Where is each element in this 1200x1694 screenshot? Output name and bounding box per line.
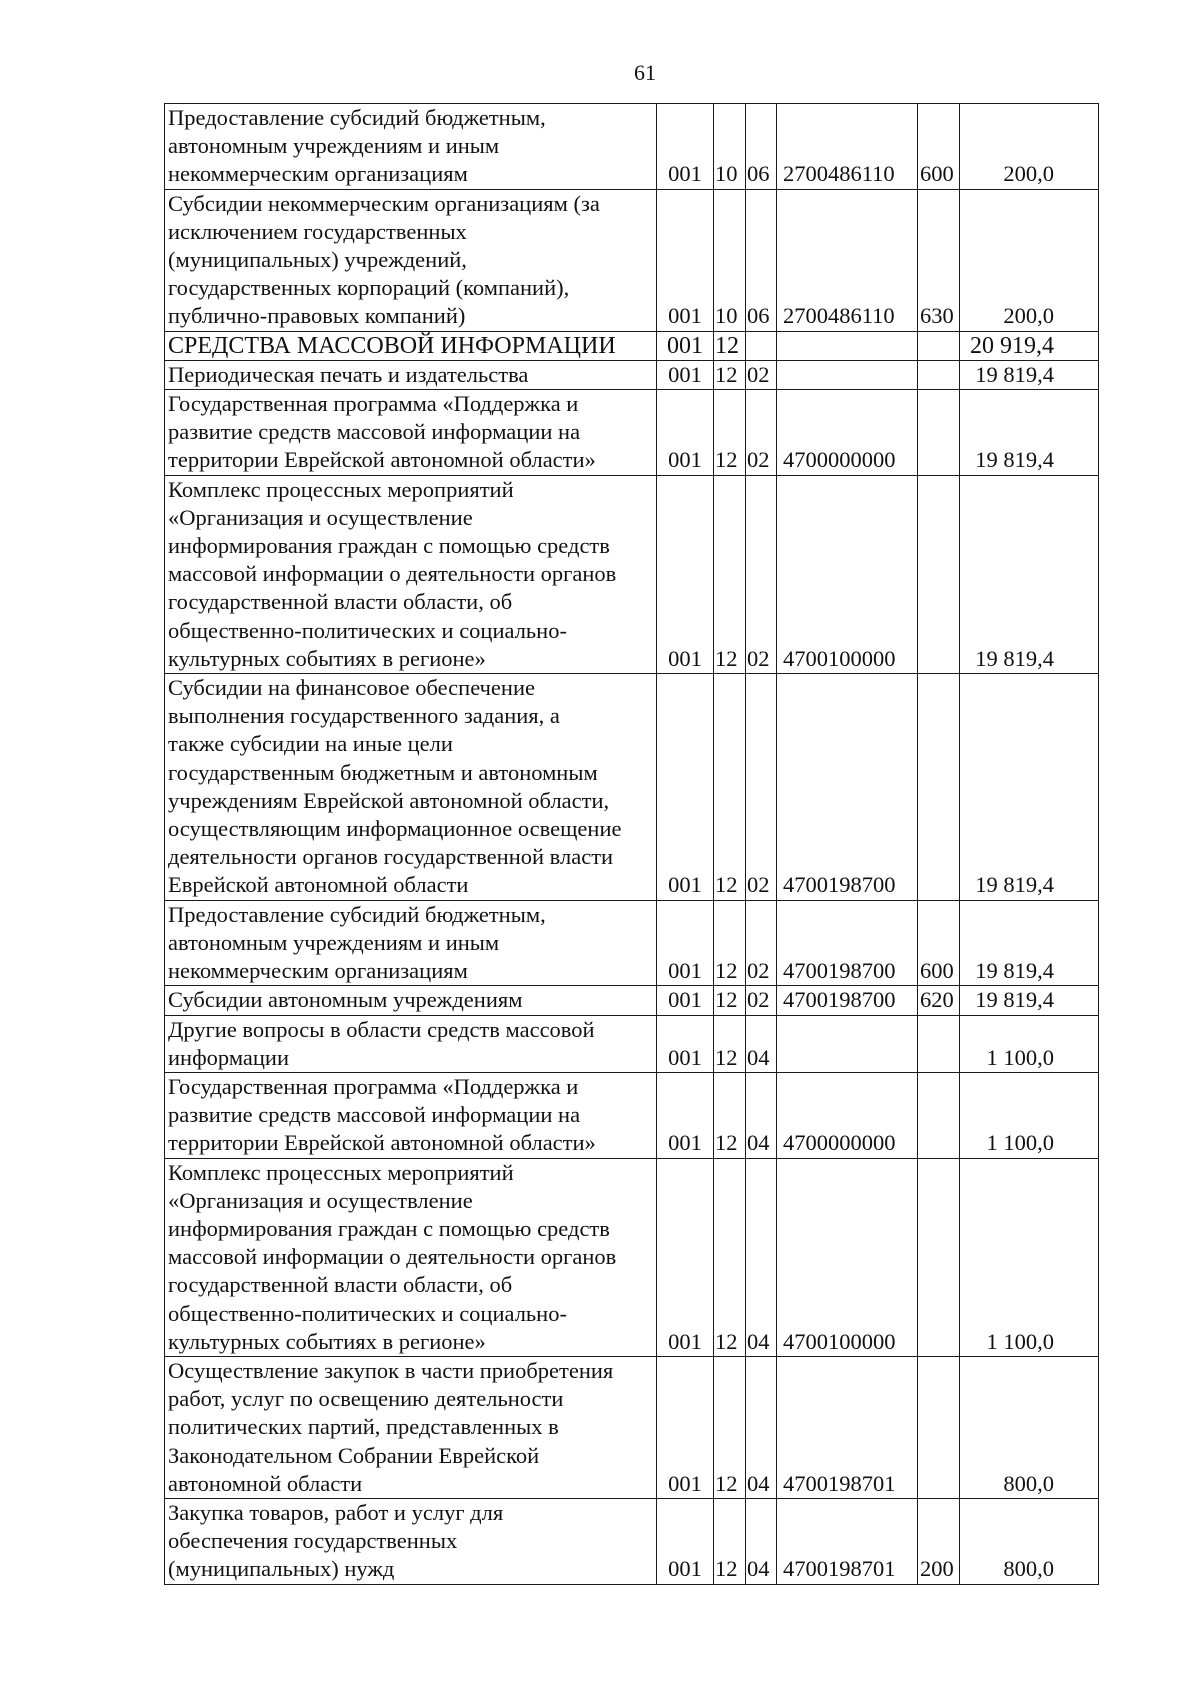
table-row [165,390,1099,476]
target-article-code: 4700000000 [777,390,918,476]
amount: 19 819,4 [960,390,1099,476]
section-code: 12 [714,674,746,901]
grbs-code: 001 [657,1158,714,1356]
subsection-code: 04 [746,1015,777,1072]
page-number: 61 [634,60,656,85]
table-row [165,900,1099,986]
expense-type-code: 600 [918,900,960,986]
target-article-code [777,360,918,389]
grbs-code: 001 [657,104,714,190]
section-code: 12 [714,1072,746,1158]
amount: 800,0 [960,1498,1099,1584]
row-name: Предоставление субсидий бюджетным, автономным учреждениям и иным некоммерческим организациям [165,104,657,190]
table-row [165,104,1099,190]
row-name: Комплекс процессных мероприятий «Организация и осуществление информирования граждан с помощью средств массовой информации о деятельности органов государственной власти области, об общественно-политических и социально- культурных событиях в регионе» [165,475,657,673]
section-code: 12 [714,1356,746,1498]
subsection-code: 04 [746,1498,777,1584]
section-code: 12 [714,1158,746,1356]
subsection-code: 04 [746,1356,777,1498]
section-code: 12 [714,360,746,389]
expense-type-code [918,360,960,389]
expense-type-code: 620 [918,986,960,1015]
expense-type-code [918,331,960,360]
table-row [165,1356,1099,1498]
amount: 1 100,0 [960,1072,1099,1158]
target-article-code: 4700198701 [777,1356,918,1498]
grbs-code: 001 [657,1356,714,1498]
target-article-code: 2700486110 [777,104,918,190]
table-body [165,104,1099,1585]
amount: 19 819,4 [960,900,1099,986]
subsection-code: 04 [746,1158,777,1356]
amount: 20 919,4 [960,331,1099,360]
amount: 800,0 [960,1356,1099,1498]
target-article-code [777,331,918,360]
section-code: 12 [714,475,746,673]
section-code: 10 [714,104,746,190]
subsection-code: 06 [746,189,777,331]
section-code: 12 [714,331,746,360]
grbs-code: 001 [657,475,714,673]
amount: 19 819,4 [960,475,1099,673]
table-row [165,475,1099,673]
section-code: 12 [714,986,746,1015]
section-code: 10 [714,189,746,331]
target-article-code: 2700486110 [777,189,918,331]
section-code: 12 [714,1498,746,1584]
amount: 19 819,4 [960,674,1099,901]
subsection-code [746,331,777,360]
target-article-code: 4700198700 [777,900,918,986]
target-article-code: 4700100000 [777,475,918,673]
row-name: СРЕДСТВА МАССОВОЙ ИНФОРМАЦИИ [165,331,657,360]
budget-table [164,103,1099,1585]
amount: 200,0 [960,189,1099,331]
target-article-code: 4700100000 [777,1158,918,1356]
table-row [165,1158,1099,1356]
grbs-code: 001 [657,674,714,901]
row-name: Периодическая печать и издательства [165,360,657,389]
grbs-code: 001 [657,1498,714,1584]
table-row [165,1498,1099,1584]
table-row [165,986,1099,1015]
amount: 19 819,4 [960,986,1099,1015]
amount: 19 819,4 [960,360,1099,389]
grbs-code: 001 [657,1072,714,1158]
subsection-code: 04 [746,1072,777,1158]
subsection-code: 02 [746,360,777,389]
subsection-code: 02 [746,475,777,673]
grbs-code: 001 [657,986,714,1015]
table-row [165,360,1099,389]
target-article-code: 4700198701 [777,1498,918,1584]
row-name: Субсидии некоммерческим организациям (за исключением государственных (муниципальных) учреждений, государственных корпораций (компаний), публично-правовых компаний) [165,189,657,331]
target-article-code: 4700000000 [777,1072,918,1158]
expense-type-code [918,674,960,901]
expense-type-code [918,1158,960,1356]
subsection-code: 02 [746,390,777,476]
row-name: Осуществление закупок в части приобретения работ, услуг по освещению деятельности политических партий, представленных в Законодательном Собрании Еврейской автономной области [165,1356,657,1498]
row-name: Комплекс процессных мероприятий «Организация и осуществление информирования граждан с помощью средств массовой информации о деятельности органов государственной власти области, об общественно-политических и социально- культурных событиях в регионе» [165,1158,657,1356]
row-name: Другие вопросы в области средств массовой информации [165,1015,657,1072]
row-name: Предоставление субсидий бюджетным, автономным учреждениям и иным некоммерческим организациям [165,900,657,986]
subsection-code: 02 [746,986,777,1015]
expense-type-code [918,475,960,673]
subsection-code: 06 [746,104,777,190]
expense-type-code: 600 [918,104,960,190]
table-row [165,189,1099,331]
table-row [165,674,1099,901]
row-name: Закупка товаров, работ и услуг для обеспечения государственных (муниципальных) нужд [165,1498,657,1584]
grbs-code: 001 [657,900,714,986]
row-name: Субсидии на финансовое обеспечение выполнения государственного задания, а также субсидии на иные цели государственным бюджетным и автономным учреждениям Еврейской автономной области, осуществляющим информационное освещение деятельности органов государственной власти Еврейской автономной области [165,674,657,901]
target-article-code: 4700198700 [777,986,918,1015]
expense-type-code: 630 [918,189,960,331]
subsection-code: 02 [746,900,777,986]
grbs-code: 001 [657,390,714,476]
amount: 1 100,0 [960,1015,1099,1072]
target-article-code: 4700198700 [777,674,918,901]
grbs-code: 001 [657,1015,714,1072]
expense-type-code [918,1356,960,1498]
row-name: Субсидии автономным учреждениям [165,986,657,1015]
table-row [165,1072,1099,1158]
expense-type-code [918,1015,960,1072]
grbs-code: 001 [657,360,714,389]
table-row [165,331,1099,360]
amount: 200,0 [960,104,1099,190]
grbs-code: 001 [657,189,714,331]
section-code: 12 [714,1015,746,1072]
row-name: Государственная программа «Поддержка и развитие средств массовой информации на территории Еврейской автономной области» [165,390,657,476]
grbs-code: 001 [657,331,714,360]
expense-type-code [918,1072,960,1158]
expense-type-code: 200 [918,1498,960,1584]
row-name: Государственная программа «Поддержка и развитие средств массовой информации на территории Еврейской автономной области» [165,1072,657,1158]
target-article-code [777,1015,918,1072]
section-code: 12 [714,390,746,476]
amount: 1 100,0 [960,1158,1099,1356]
subsection-code: 02 [746,674,777,901]
expense-type-code [918,390,960,476]
section-code: 12 [714,900,746,986]
table-row [165,1015,1099,1072]
